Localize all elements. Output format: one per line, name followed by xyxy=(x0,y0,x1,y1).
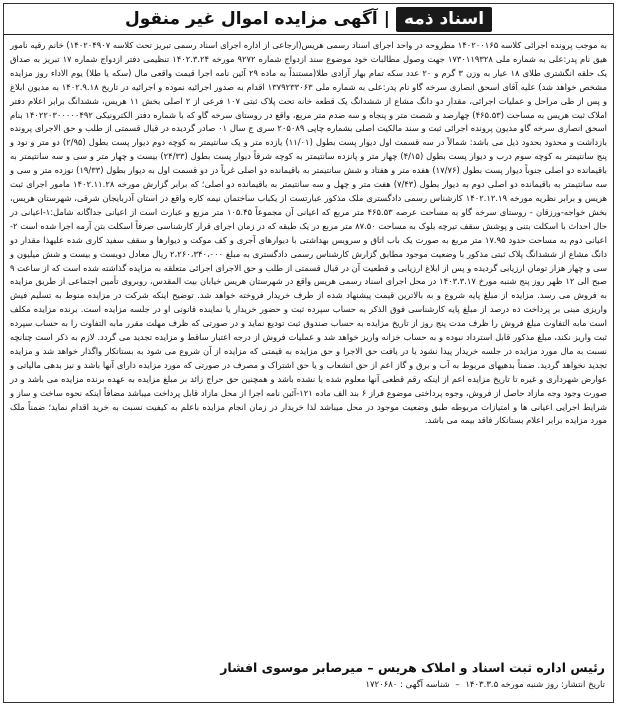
signature-line: رئیس اداره ثبت اسناد و املاک هریس – میرصابر موسوی افشار xyxy=(220,660,605,675)
category-badge: اسناد ذمه xyxy=(396,7,492,32)
auction-notice xyxy=(3,3,614,703)
notice-body: به موجب پرونده اجرائی کلاسه ۱۴۰۲۰۰۱۶۵ مطروحه در واحد اجرای اسناد رسمی هریس(ارجاعی از اداره اجرای اسناد رسمی تبریز تحت کلاسه ۱۴۰۲۰۴۹۰۷) خانم رقیه نامور هیق نام پدر:علی به شماره ملی ۱۷۳۰۱۱۹۳۲۸ جهت وصول مطالبات خود موضوع سند ازدواج شماره ۹۲۷۲ مورخه ۱۴۰۲.۳.۲۴ تنظیمی دفتر ازدواج شماره ۱۷ تبریز به صداق یک حلقه انگشتری طلای ۱۸ عیار به وزن ۳ گرم و ۲۰ عدد سکه تمام بهار آزادی طلا(مستنداً به ماده ۲۹ آئین نامه اجرا قیمت واقعی مال (سکه یا طلا) یوم الاداء روز مزایده مشخص خواهد شد) علیه آقای اسحق انصاری سرخه گاو نام پدر:علی به شماره ملی ۱۳۷۹۲۳۳۰۶۳ اقدام به صدور اجرائیه نموده و اجرائیه در تاریخ ۱۴۰۲.۹.۱۸ به مدیون ابلاغ و پس از طی مراحل و عملیات اجرائی، مقدار دو دانگ مشاع از ششدانگ یک قطعه خانه تحت پلاک ثبتی ۱۰۷ فرعی از ۲ اصلی بخش ۱۱ هریس، ششدانگ برابر اعلام دفتر املاک ثبت هریس به مساحت (۴۶۵.۵۳) چهارصد و شصت متر و پنجاه و سه صدم متر مربع، واقع در روستای سرخه گاو که با شماره دفتر الکترونیکی ۱۴۰۲۲۰۳۰۰۰۰۰۴۹۲ بنام اسحق انصاری سرخه گاو مدیون پرونده اجرائی ثبت و سند مالکیت اصلی بشماره چاپی ۲۰۵۰۸۹ سری ج سال ۰۱ صادر گردیده در قبال قسمتی از طلب و حق الاجرای پرونده بازداشت و محدود بحدود ذیل می باشد: شمالاً در سه قسمت اول دیوار پست بطول (۱۱/۰۱) یازده متر و یک سانتیمتر به کوچه دوم دیوار پست بطول (۲/۹۵) دو متر و نود و پنج سانتیمتر به کوچه سوم درب و دیوار پست بطول (۴/۱۵) چهار متر و پانزده سانتیمتر به کوچه شرقاً دیوار پست بطول (۲۴/۳۳) بیست و چهار متر و سی و سه سانتیمتر به باقیمانده دو اصلی جنوباً دیوار پست بطول (۱۷/۷۶) هفده متر و هفتاد و شش سانتیمتر به باقیمانده دو اصلی غرباً در دو قسمت اول به دیوار بطول (۱۹/۳۳) نوزده متر و سی و سه سانتیمتر به باقیمانده دو اصلی دوم به دیوار بطول (۷/۴۳) هفت متر و چهل و سه سانتیمتر به باقیمانده دو اصلی؛ که برابر گزارش مورخه ۱۴۰۲.۱۱.۲۸ مامور اجرای ثبت هریس و برابر نظریه مورخه ۱۴۰۲.۱۲.۱۹ کارشناس رسمی دادگستری ملک مذکور عبارتست از یکباب ساختمان نیمه کاره واقع در استان آذربایجان شرقی، شهرستان هریس، بخش خواجه-ورزقان - روستای سرخه گاو به مساحت عرصه ۴۶۵.۵۳ متر مربع که اعیانی آن مجموعاً ۱۰۵.۴۵ متر مربع و عبارت است از اعیانی جداگانه شامل:۱-اعیانی در حال احداث با اسکلت بتنی و پوشش سقف تیرچه بلوک به مساحت ۸۷.۵۰ متر مربع در یک طبقه که در زمان اجرای قرار کارشناسی صرفاً اسکلت بتن آرمه اجرا شده است ۲-اعیانی دوم به مساحت حدود ۱۷.۹۵ متر مربع به صورت یک باب اتاق و سرویس بهداشتی با دیوارهای آجری و کف موکت و دیوارها و سقف سفید کاری شده علیهذا مقدار دو دانگ مشاع از ششدانگ پلاک ثبتی مذکور با وضعیت موجود مطابق گزارش کارشناس رسمی دادگستری به مبلغ ۲،۲۶۰،۳۴۰،۰۰۰ ریال معادل دویست و بیست و شش میلیون و سی و چهار هزار تومان ارزیابی گردیده و پس از ابلاغ ارزیابی و قطعیت آن در قبال قسمتی از طلب و حق الاجرای اجرائی متعلقه به مزایده گذاشته شده است که از ساعت ۹ صبح الی ۱۲ ظهر روز پنج شنبه مورخ ۱۴۰۳.۳.۱۷ در محل اجرای اسناد رسمی هریس واقع در شهرستان هریس خیابان بیت المقدس، روبروی تأمین اجتماعی از طریق مزایده به فروش می رسد. مزایده از مبلغ پایه شروع و به بالاترین قیمت پیشنهاد شده از طرف خریدار فروخته خواهد شد. توضیح اینکه شرکت در مزایده منوط به تسلیم فیش واریزی مبنی بر پرداخت ده درصد از مبلغ پایه کارشناسی فوق الذکر به حساب سپرده ثبت و حضور خریدار یا نماینده قانونی او در جلسه مزایده است. برنده مزایده مکلف است مابه التفاوت مبلغ فروش را ظرف مدت پنج روز از تاریخ مزایده به حساب صندوق ثبت تودیع نماید و در صورتی که ظرف مهلت مقرر مابه التفاوت را به حساب سپرده ثبت واریز نکند، مبلغ مذکور قابل استرداد نبوده و به حساب خزانه واریز خواهد شد و عملیات فروش از درجه اعتبار ساقط و مزایده تجدید می گردد. لازم به ذکر است چنانچه نسبت به مال مورد مزایده در جلسه خریدار پیدا نشود یا در یافت حق الاجرا و حق مزایده به قیمتی که مزایده از آن شروع می شود به بستانکار واگذار خواهد شد و مزایده تجدید نخواهد گردید. ضمناً بدهیهای مربوط به آب و برق و گاز اعم از حق انشعاب و یا حق اشتراک و مصرف در صورتی که مورد مزایده دارای آنها باشد و نیز بدهی مالیاتی و عوارض شهرداری و غیره تا تاریخ مزایده اعم از اینکه رقم قطعی آنها معلوم شده یا نشده باشد و همچنین حق حراج زائد بر مبلغ مزایده به عهده برنده مزایده می باشد و در صورت وجود وجه مازاد حاصل از فروش، وجوه پرداختی موضوع فراز ۶ بند الف ماده ۱۲۱-آئین نامه اجرا از محل مازاد قابل پرداخت میباشد مضافاً اینکه نحوه ساخت و ساز و شرایط اجرایی اعیانی ها و امتیازات مربوطه طبق وضعیت موجود در محل میباشد لذا خریدار در زمان انجام مزایده باعلم به کیفیت نسبت به خرید اقدام نماید؛ ضمناً ملک مورد مزایده برابر اعلام بستانکار فاقد بیمه می باشد. xyxy=(10,40,608,426)
notice-header xyxy=(4,4,613,35)
publication-date: تاریخ انتشار: روز شنبه مورخه ۱۴۰۳.۳.۵ xyxy=(465,680,605,690)
notice-id: شناسه آگهی : ۱۷۲۰۶۸۰ xyxy=(365,680,450,690)
notice-title: آگهی مزایده اموال غیر منقول xyxy=(124,9,378,29)
title-separator: | xyxy=(383,9,390,29)
notice-footer xyxy=(4,650,613,702)
publication-meta xyxy=(12,680,605,690)
meta-separator: – xyxy=(455,680,460,690)
